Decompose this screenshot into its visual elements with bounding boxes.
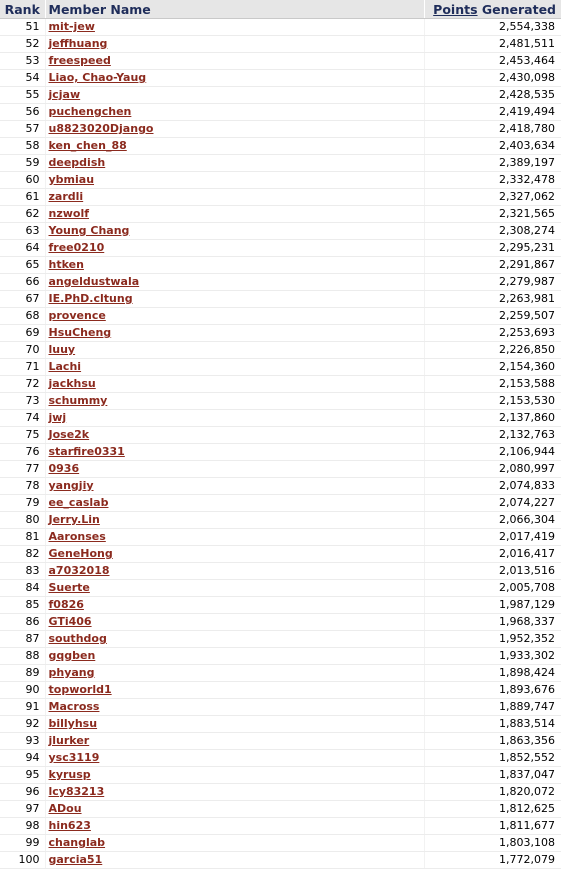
member-link[interactable]: hin623 — [48, 819, 91, 832]
points-cell: 2,226,850 — [424, 342, 561, 359]
points-cell: 2,253,693 — [424, 325, 561, 342]
member-cell — [45, 478, 424, 495]
points-cell: 2,279,987 — [424, 274, 561, 291]
table-row — [0, 852, 561, 869]
member-link[interactable]: zardli — [48, 190, 84, 203]
member-cell — [45, 631, 424, 648]
rank-cell: 91 — [0, 699, 45, 716]
member-link[interactable]: htken — [48, 258, 84, 271]
rank-cell: 56 — [0, 104, 45, 121]
member-link[interactable]: changlab — [48, 836, 106, 849]
rank-cell: 53 — [0, 53, 45, 70]
member-cell — [45, 308, 424, 325]
rank-cell: 59 — [0, 155, 45, 172]
member-cell — [45, 614, 424, 631]
member-cell — [45, 529, 424, 546]
points-cell: 1,898,424 — [424, 665, 561, 682]
rank-cell: 96 — [0, 784, 45, 801]
table-row — [0, 563, 561, 580]
member-link[interactable]: jwj — [48, 411, 67, 424]
points-cell: 1,820,072 — [424, 784, 561, 801]
member-link[interactable]: ybmiau — [48, 173, 95, 186]
member-cell — [45, 376, 424, 393]
member-cell — [45, 733, 424, 750]
member-link[interactable]: free0210 — [48, 241, 105, 254]
member-link[interactable]: gqgben — [48, 649, 96, 662]
member-cell — [45, 716, 424, 733]
points-cell: 2,153,530 — [424, 393, 561, 410]
points-generated-column-header — [424, 0, 561, 19]
rank-cell: 70 — [0, 342, 45, 359]
member-link[interactable]: topworld1 — [48, 683, 112, 696]
points-cell: 2,389,197 — [424, 155, 561, 172]
rank-cell: 81 — [0, 529, 45, 546]
member-cell — [45, 648, 424, 665]
member-link[interactable]: jeffhuang — [48, 37, 108, 50]
rank-column-header: Rank — [0, 0, 45, 19]
table-row — [0, 818, 561, 835]
rank-cell: 61 — [0, 189, 45, 206]
points-cell: 2,074,227 — [424, 495, 561, 512]
member-cell — [45, 852, 424, 869]
rank-cell: 78 — [0, 478, 45, 495]
member-link[interactable]: ADou — [48, 802, 82, 815]
table-row — [0, 597, 561, 614]
table-row — [0, 546, 561, 563]
rank-cell: 62 — [0, 206, 45, 223]
points-cell: 2,080,997 — [424, 461, 561, 478]
member-cell — [45, 699, 424, 716]
member-link[interactable]: HsuCheng — [48, 326, 112, 339]
member-cell — [45, 70, 424, 87]
rank-cell: 95 — [0, 767, 45, 784]
member-cell — [45, 257, 424, 274]
points-cell: 1,933,302 — [424, 648, 561, 665]
table-row — [0, 716, 561, 733]
table-row — [0, 801, 561, 818]
rank-cell: 85 — [0, 597, 45, 614]
table-row — [0, 580, 561, 597]
member-link[interactable]: lcy83213 — [48, 785, 105, 798]
table-row — [0, 733, 561, 750]
member-cell — [45, 342, 424, 359]
rank-cell: 92 — [0, 716, 45, 733]
points-sort-link[interactable]: Points — [433, 1, 478, 17]
member-cell — [45, 444, 424, 461]
member-cell — [45, 274, 424, 291]
table-row — [0, 36, 561, 53]
member-link[interactable]: a7032018 — [48, 564, 110, 577]
points-cell: 2,259,507 — [424, 308, 561, 325]
member-cell — [45, 104, 424, 121]
member-cell — [45, 427, 424, 444]
member-link[interactable]: yangjiy — [48, 479, 94, 492]
rank-cell: 69 — [0, 325, 45, 342]
table-row — [0, 427, 561, 444]
points-cell: 2,403,634 — [424, 138, 561, 155]
member-cell — [45, 546, 424, 563]
rank-cell: 79 — [0, 495, 45, 512]
points-cell: 2,327,062 — [424, 189, 561, 206]
member-cell — [45, 801, 424, 818]
member-link[interactable]: schummy — [48, 394, 108, 407]
points-cell: 1,772,079 — [424, 852, 561, 869]
rank-cell: 60 — [0, 172, 45, 189]
table-row — [0, 121, 561, 138]
member-link[interactable]: phyang — [48, 666, 95, 679]
rank-cell: 58 — [0, 138, 45, 155]
member-cell — [45, 172, 424, 189]
table-row — [0, 682, 561, 699]
points-cell: 2,017,419 — [424, 529, 561, 546]
member-link[interactable]: Suerte — [48, 581, 90, 594]
member-link[interactable]: ysc3119 — [48, 751, 100, 764]
member-cell — [45, 53, 424, 70]
rank-cell: 65 — [0, 257, 45, 274]
member-link[interactable]: ken_chen_88 — [48, 139, 127, 152]
table-row — [0, 631, 561, 648]
member-cell — [45, 36, 424, 53]
member-link[interactable]: freespeed — [48, 54, 111, 67]
points-cell: 2,428,535 — [424, 87, 561, 104]
table-row — [0, 240, 561, 257]
table-row — [0, 291, 561, 308]
member-link[interactable]: mit-jew — [48, 20, 95, 33]
points-cell: 1,968,337 — [424, 614, 561, 631]
member-cell — [45, 223, 424, 240]
points-cell: 2,332,478 — [424, 172, 561, 189]
rank-cell: 73 — [0, 393, 45, 410]
member-cell — [45, 206, 424, 223]
member-link[interactable]: luuy — [48, 343, 76, 356]
rank-cell: 52 — [0, 36, 45, 53]
rank-cell: 89 — [0, 665, 45, 682]
member-cell — [45, 19, 424, 36]
member-cell — [45, 563, 424, 580]
points-cell: 1,987,129 — [424, 597, 561, 614]
rank-cell: 90 — [0, 682, 45, 699]
table-row — [0, 410, 561, 427]
rank-cell: 51 — [0, 19, 45, 36]
member-cell — [45, 750, 424, 767]
member-link[interactable]: puchengchen — [48, 105, 132, 118]
table-row — [0, 648, 561, 665]
member-link[interactable]: nzwolf — [48, 207, 90, 220]
points-cell: 2,263,981 — [424, 291, 561, 308]
member-cell — [45, 512, 424, 529]
member-link[interactable]: ee_caslab — [48, 496, 109, 509]
leaderboard-body — [0, 19, 561, 869]
points-cell: 1,952,352 — [424, 631, 561, 648]
member-link[interactable]: provence — [48, 309, 106, 322]
points-cell: 1,811,677 — [424, 818, 561, 835]
rank-cell: 82 — [0, 546, 45, 563]
table-row — [0, 138, 561, 155]
member-link[interactable]: Liao, Chao-Yaug — [48, 71, 147, 84]
rank-cell: 66 — [0, 274, 45, 291]
rank-cell: 87 — [0, 631, 45, 648]
member-link[interactable]: jlurker — [48, 734, 90, 747]
points-cell: 2,291,867 — [424, 257, 561, 274]
table-row — [0, 767, 561, 784]
member-cell — [45, 393, 424, 410]
points-cell: 2,308,274 — [424, 223, 561, 240]
table-row — [0, 699, 561, 716]
member-link[interactable]: Young Chang — [48, 224, 130, 237]
member-cell — [45, 461, 424, 478]
table-row — [0, 461, 561, 478]
points-cell: 2,066,304 — [424, 512, 561, 529]
points-cell: 1,803,108 — [424, 835, 561, 852]
member-name-column-header: Member Name — [45, 0, 424, 19]
member-cell — [45, 121, 424, 138]
table-row — [0, 665, 561, 682]
member-link[interactable]: GeneHong — [48, 547, 113, 560]
table-row — [0, 325, 561, 342]
rank-cell: 74 — [0, 410, 45, 427]
member-cell — [45, 240, 424, 257]
points-header-suffix: Generated — [477, 1, 556, 17]
rank-cell: 57 — [0, 121, 45, 138]
points-cell: 2,430,098 — [424, 70, 561, 87]
rank-cell: 80 — [0, 512, 45, 529]
rank-cell: 100 — [0, 852, 45, 869]
points-cell: 2,005,708 — [424, 580, 561, 597]
table-row — [0, 70, 561, 87]
points-cell: 2,554,338 — [424, 19, 561, 36]
table-row — [0, 87, 561, 104]
points-cell: 2,419,494 — [424, 104, 561, 121]
points-cell: 1,812,625 — [424, 801, 561, 818]
table-row — [0, 19, 561, 36]
member-link[interactable]: deepdish — [48, 156, 106, 169]
points-cell: 2,154,360 — [424, 359, 561, 376]
points-cell: 2,074,833 — [424, 478, 561, 495]
member-link[interactable]: 0936 — [48, 462, 80, 475]
table-row — [0, 342, 561, 359]
rank-cell: 67 — [0, 291, 45, 308]
table-row — [0, 529, 561, 546]
rank-cell: 84 — [0, 580, 45, 597]
table-row — [0, 189, 561, 206]
rank-cell: 98 — [0, 818, 45, 835]
member-link[interactable]: f0826 — [48, 598, 84, 611]
rank-cell: 72 — [0, 376, 45, 393]
rank-cell: 86 — [0, 614, 45, 631]
member-link[interactable]: jackhsu — [48, 377, 96, 390]
rank-cell: 64 — [0, 240, 45, 257]
rank-cell: 68 — [0, 308, 45, 325]
member-cell — [45, 410, 424, 427]
member-cell — [45, 580, 424, 597]
table-row — [0, 835, 561, 852]
rank-cell: 63 — [0, 223, 45, 240]
rank-cell: 54 — [0, 70, 45, 87]
points-cell: 2,137,860 — [424, 410, 561, 427]
points-cell: 2,418,780 — [424, 121, 561, 138]
points-cell: 1,837,047 — [424, 767, 561, 784]
table-row — [0, 206, 561, 223]
points-cell: 2,453,464 — [424, 53, 561, 70]
member-cell — [45, 155, 424, 172]
table-row — [0, 223, 561, 240]
table-row — [0, 478, 561, 495]
member-link[interactable]: jcjaw — [48, 88, 81, 101]
table-row — [0, 512, 561, 529]
member-link[interactable]: kyrusp — [48, 768, 91, 781]
member-cell — [45, 495, 424, 512]
points-cell: 2,132,763 — [424, 427, 561, 444]
table-row — [0, 444, 561, 461]
points-cell: 2,295,231 — [424, 240, 561, 257]
points-cell: 2,481,511 — [424, 36, 561, 53]
member-link[interactable]: southdog — [48, 632, 107, 645]
points-cell: 2,016,417 — [424, 546, 561, 563]
rank-cell: 75 — [0, 427, 45, 444]
points-cell: 2,106,944 — [424, 444, 561, 461]
member-cell — [45, 682, 424, 699]
member-link[interactable]: IE.PhD.cltung — [48, 292, 133, 305]
member-cell — [45, 767, 424, 784]
member-cell — [45, 87, 424, 104]
rank-cell: 71 — [0, 359, 45, 376]
points-cell: 1,889,747 — [424, 699, 561, 716]
table-row — [0, 750, 561, 767]
table-row — [0, 393, 561, 410]
table-row — [0, 614, 561, 631]
table-row — [0, 376, 561, 393]
points-cell: 1,852,552 — [424, 750, 561, 767]
header-row — [0, 0, 561, 19]
rank-cell: 55 — [0, 87, 45, 104]
member-link[interactable]: Aaronses — [48, 530, 106, 543]
member-link[interactable]: GTi406 — [48, 615, 92, 628]
table-row — [0, 495, 561, 512]
member-link[interactable]: Lachi — [48, 360, 82, 373]
table-row — [0, 53, 561, 70]
rank-cell: 77 — [0, 461, 45, 478]
table-row — [0, 784, 561, 801]
member-cell — [45, 189, 424, 206]
member-cell — [45, 291, 424, 308]
points-cell: 2,013,516 — [424, 563, 561, 580]
rank-cell: 88 — [0, 648, 45, 665]
member-link[interactable]: Jose2k — [48, 428, 90, 441]
table-row — [0, 257, 561, 274]
rank-cell: 94 — [0, 750, 45, 767]
table-row — [0, 359, 561, 376]
member-link[interactable]: u8823020Django — [48, 122, 154, 135]
member-cell — [45, 665, 424, 682]
member-cell — [45, 835, 424, 852]
table-row — [0, 308, 561, 325]
points-cell: 2,153,588 — [424, 376, 561, 393]
member-link[interactable]: angeldustwala — [48, 275, 140, 288]
member-link[interactable]: billyhsu — [48, 717, 98, 730]
member-cell — [45, 818, 424, 835]
member-cell — [45, 359, 424, 376]
points-cell: 2,321,565 — [424, 206, 561, 223]
member-cell — [45, 138, 424, 155]
table-row — [0, 155, 561, 172]
rank-cell: 76 — [0, 444, 45, 461]
member-cell — [45, 597, 424, 614]
member-link[interactable]: garcia51 — [48, 853, 103, 866]
points-cell: 1,893,676 — [424, 682, 561, 699]
rank-cell: 93 — [0, 733, 45, 750]
points-cell: 1,863,356 — [424, 733, 561, 750]
rank-cell: 83 — [0, 563, 45, 580]
rank-cell: 97 — [0, 801, 45, 818]
table-row — [0, 172, 561, 189]
member-cell — [45, 325, 424, 342]
table-row — [0, 104, 561, 121]
points-cell: 1,883,514 — [424, 716, 561, 733]
table-row — [0, 274, 561, 291]
member-link[interactable]: Macross — [48, 700, 100, 713]
member-link[interactable]: Jerry.Lin — [48, 513, 100, 526]
member-link[interactable]: starfire0331 — [48, 445, 125, 458]
rank-cell: 99 — [0, 835, 45, 852]
member-cell — [45, 784, 424, 801]
